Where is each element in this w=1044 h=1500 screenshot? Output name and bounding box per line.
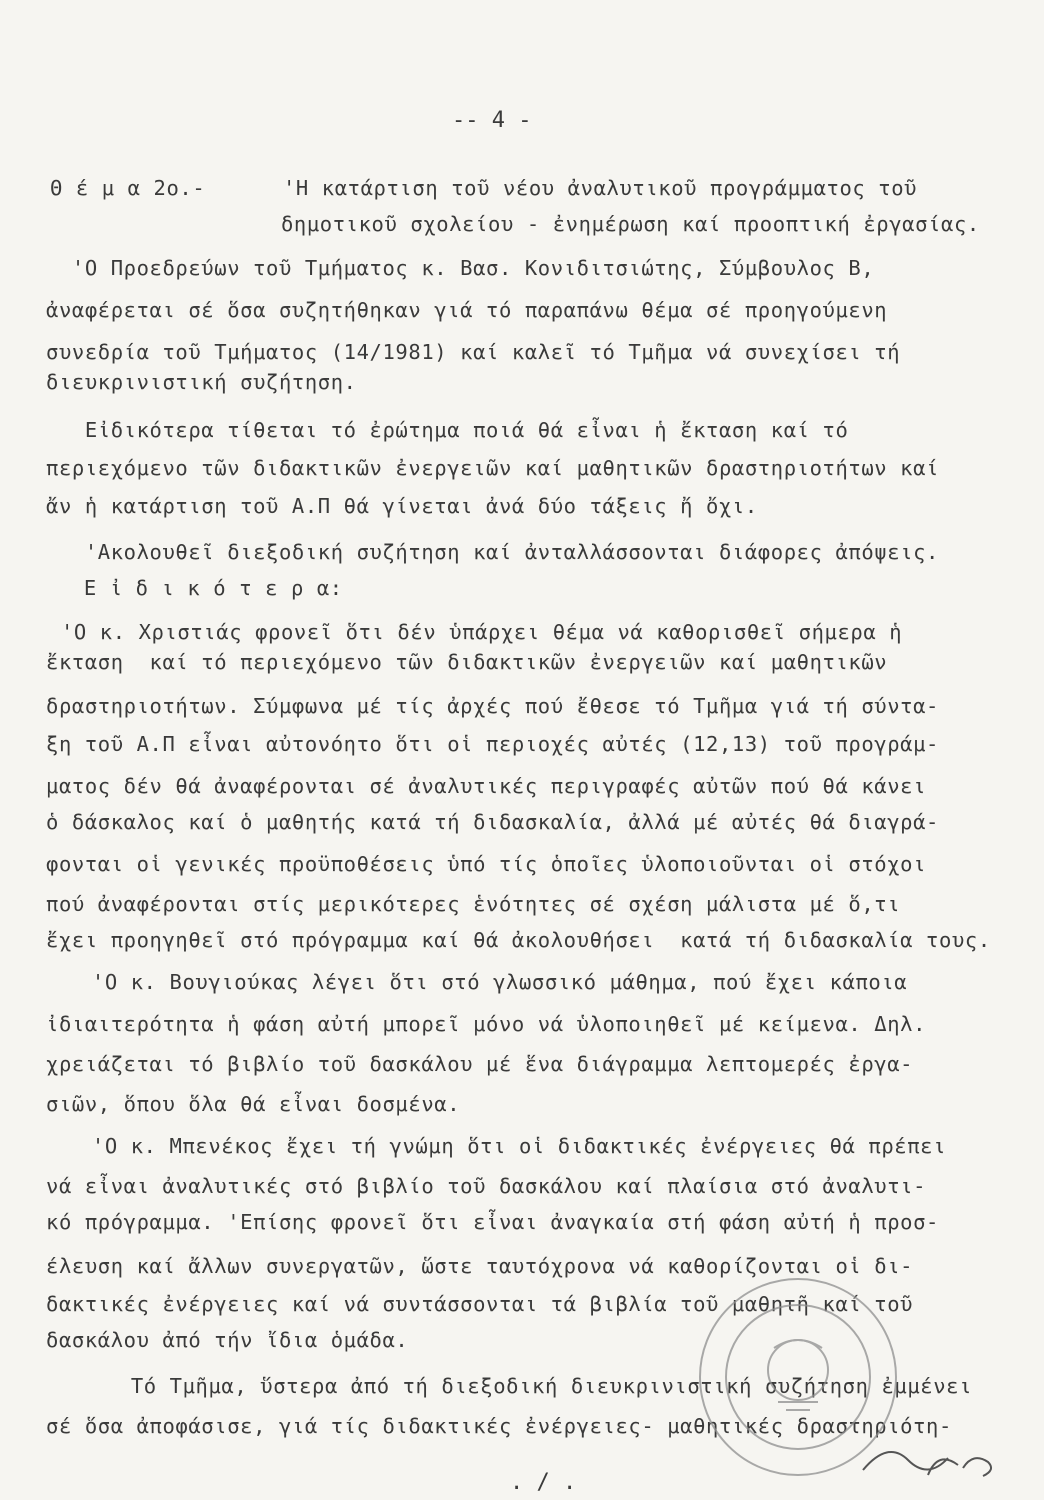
text-line: ξη τοῦ Α.Π εἶναι αὐτονόητο ὅτι οἱ περιοχές αὐτές (12,13) τοῦ προγράμ- xyxy=(46,732,940,756)
text-line: δασκάλου ἀπό τήν ἴδια ὁμάδα. xyxy=(46,1328,409,1352)
text-line: σιῶν, ὅπου ὅλα θά εἶναι δοσμένα. xyxy=(46,1092,461,1116)
text-line: χρειάζεται τό βιβλίο τοῦ δασκάλου μέ ἕνα διάγραμμα λεπτομερές ἐργα- xyxy=(46,1052,914,1076)
text-line: Τό Τμῆμα, ὕστερα ἀπό τή διεξοδική διευκρινιστική συζήτηση ἐμμένει xyxy=(92,1374,973,1398)
text-line: διευκρινιστική συζήτηση. xyxy=(46,370,357,394)
text-line: ἰδιαιτερότητα ἡ φάση αὐτή μπορεῖ μόνο νά ὑλοποιηθεῖ μέ κείμενα. Δηλ. xyxy=(46,1012,927,1036)
text-line: φονται οἱ γενικές προϋποθέσεις ὑπό τίς ὁποῖες ὑλοποιοῦνται οἱ στόχοι xyxy=(46,852,927,876)
page-number: -- 4 - xyxy=(452,108,532,133)
text-line: περιεχόμενο τῶν διδακτικῶν ἐνεργειῶν καί μαθητικῶν δραστηριοτήτων καί xyxy=(46,456,940,480)
text-line: ἔκταση καί τό περιεχόμενο τῶν διδακτικῶν ἐνεργειῶν καί μαθητικῶν xyxy=(46,650,888,674)
text-line: ὁ δάσκαλος καί ὁ μαθητής κατά τή διδασκαλία, ἀλλά μέ αὐτές θά διαγρά- xyxy=(46,810,940,834)
text-line: Ε ἰ δ ι κ ό τ ε ρ α: xyxy=(58,576,343,600)
text-line: σέ ὅσα ἀποφάσισε, γιά τίς διδακτικές ἐνέργειες- μαθητικές δραστηριότη- xyxy=(46,1414,952,1438)
signature-icon xyxy=(858,1430,1008,1490)
text-line: ἄν ἡ κατάρτιση τοῦ Α.Π θά γίνεται ἀνά δύο τάξεις ἤ ὄχι. xyxy=(46,494,758,518)
text-line: Εἰδικότερα τίθεται τό ἐρώτημα ποιά θά εἶναι ἡ ἔκταση καί τό xyxy=(46,418,849,442)
text-line: δραστηριοτήτων. Σύμφωνα μέ τίς ἀρχές πού ἔθεσε τό Τμῆμα γιά τή σύντα- xyxy=(46,694,940,718)
text-line: ἀναφέρεται σέ ὅσα συζητήθηκαν γιά τό παραπάνω θέμα σέ προηγούμενη xyxy=(46,298,888,322)
text-line: κό πρόγραμμα. 'Επίσης φρονεῖ ὅτι εἶναι ἀναγκαία στή φάση αὐτή ἡ προσ- xyxy=(46,1210,940,1234)
text-line: δημοτικοῦ σχολείου - ἐνημέρωση καί προοπτική ἐργασίας. xyxy=(48,212,980,236)
text-line: 'Ακολουθεῖ διεξοδική συζήτηση καί ἀνταλλάσσονται διάφορες ἀπόψεις. xyxy=(46,540,940,564)
text-line: Θ έ μ α 2ο.- 'Η κατάρτιση τοῦ νέου ἀναλυτικοῦ προγράμματος τοῦ xyxy=(50,176,918,200)
text-line: ἔχει προηγηθεῖ στό πρόγραμμα καί θά ἀκολουθήσει κατά τή διδασκαλία τους. xyxy=(46,928,991,952)
continuation-mark: . / . xyxy=(510,1470,577,1495)
text-line: έλευση καί ἄλλων συνεργατῶν, ὥστε ταυτόχρονα νά καθορίζονται οἱ δι- xyxy=(46,1254,914,1278)
text-line: ματος δέν θά ἀναφέρονται σέ ἀναλυτικές περιγραφές αὐτῶν πού θά κάνει xyxy=(46,774,927,798)
text-line: 'Ο Προεδρεύων τοῦ Τμήματος κ. Βασ. Κονιδιτσιώτης, Σύμβουλος Β, xyxy=(46,256,875,280)
text-line: νά εἶναι ἀναλυτικές στό βιβλίο τοῦ δασκάλου καί πλαίσια στό ἀναλυτι- xyxy=(46,1174,927,1198)
text-line: 'Ο κ. Χριστιάς φρονεῖ ὅτι δέν ὑπάρχει θέμα νά καθορισθεῖ σήμερα ἡ xyxy=(48,620,903,644)
text-line: δακτικές ἐνέργειες καί νά συντάσσονται τά βιβλία τοῦ μαθητῆ καί τοῦ xyxy=(46,1292,914,1316)
text-line: πού ἀναφέρονται στίς μερικότερες ἑνότητες σέ σχέση μάλιστα μέ ὅ,τι xyxy=(46,892,901,916)
text-line: 'Ο κ. Βουγιούκας λέγει ὅτι στό γλωσσικό μάθημα, πού ἔχει κάποια xyxy=(66,970,908,994)
text-line: 'Ο κ. Μπενέκος ἔχει τή γνώμη ὅτι οἱ διδακτικές ἐνέργειες θά πρέπει xyxy=(66,1134,947,1158)
text-line: συνεδρία τοῦ Τμήματος (14/1981) καί καλεῖ τό Τμῆμα νά συνεχίσει τή xyxy=(46,340,901,364)
